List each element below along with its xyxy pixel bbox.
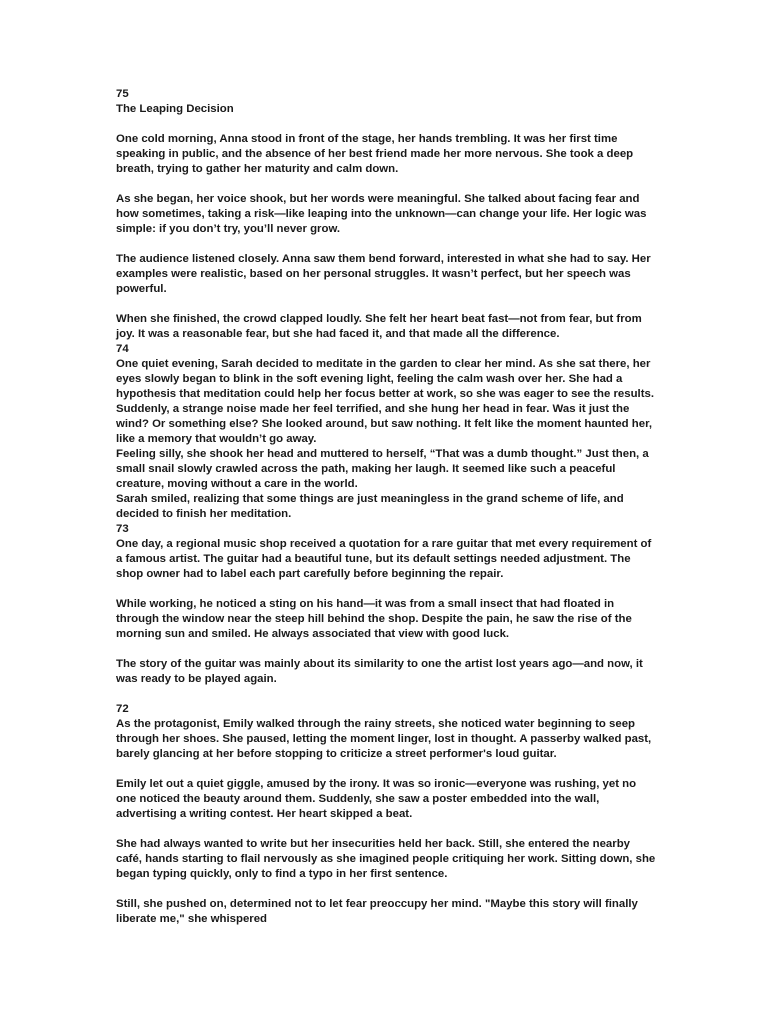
paragraph-line: Still, she pushed on, determined not to let fear preoccupy her mind. "Maybe this story will finally bbox=[116, 898, 638, 910]
paragraph-line: how sometimes, taking a risk—like leaping into the unknown—can change your life. Her logic was bbox=[116, 208, 647, 220]
paragraph-line: through her shoes. She paused, letting the moment linger, lost in thought. A passerby walked past, bbox=[116, 733, 652, 745]
paragraph-line: The story of the guitar was mainly about its similarity to one the artist lost years ago—and now, it bbox=[116, 658, 643, 670]
paragraph-line: morning sun and smiled. He always associated that view with good luck. bbox=[116, 628, 510, 640]
paragraph-line: creature, moving without a care in the world. bbox=[116, 478, 358, 490]
paragraph-line: through the window near the steep hill behind the shop. Despite the pain, he saw the rise of the bbox=[116, 613, 632, 625]
paragraph-line: one noticed the beauty around them. Suddenly, she saw a poster embedded into the wall, bbox=[116, 793, 600, 805]
paragraph-line: barely glancing at her before stopping to criticize a street performer's loud guitar. bbox=[116, 748, 557, 760]
paragraph-line: simple: if you don’t try, you’ll never grow. bbox=[116, 223, 341, 235]
story-title: The Leaping Decision bbox=[116, 103, 234, 115]
paragraph-line: She had always wanted to write but her insecurities held her back. Still, she entered the nearby bbox=[116, 838, 630, 850]
paragraph-line: a famous artist. The guitar had a beautiful tune, but its default settings needed adjustment. The bbox=[116, 553, 631, 565]
paragraph-line: powerful. bbox=[116, 283, 167, 295]
paragraph-line: speaking in public, and the absence of her best friend made her more nervous. She took a deep bbox=[116, 148, 634, 160]
paragraph-line: liberate me," she whispered bbox=[116, 913, 268, 925]
paragraph-line: While working, he noticed a sting on his hand—it was from a small insect that had floated in bbox=[116, 598, 615, 610]
paragraph-line: decided to finish her meditation. bbox=[116, 508, 292, 520]
paragraph-line: eyes slowly began to blink in the soft evening light, feeling the calm wash over her. She had a bbox=[116, 373, 623, 385]
paragraph-line: began typing quickly, only to find a typo in her first sentence. bbox=[116, 868, 448, 880]
paragraph-line: Sarah smiled, realizing that some things are just meaningless in the grand scheme of life, and bbox=[116, 493, 624, 505]
paragraph-line: joy. It was a reasonable fear, but she had faced it, and that made all the difference. bbox=[116, 328, 560, 340]
paragraph-line: As she began, her voice shook, but her words were meaningful. She talked about facing fear and bbox=[116, 193, 640, 205]
paragraph-line: hypothesis that meditation could help her focus better at work, so she was eager to see the results. bbox=[116, 388, 655, 400]
paragraph-line: When she finished, the crowd clapped loudly. She felt her heart beat fast—not from fear, but from bbox=[116, 313, 642, 325]
paragraph-line: One cold morning, Anna stood in front of the stage, her hands trembling. It was her first time bbox=[116, 133, 618, 145]
story-number: 72 bbox=[116, 703, 129, 715]
paragraph-line: examples were realistic, based on her personal struggles. It wasn’t perfect, but her speech was bbox=[116, 268, 631, 280]
paragraph-line: advertising a writing contest. Her heart skipped a beat. bbox=[116, 808, 413, 820]
paragraph-line: was ready to be played again. bbox=[116, 673, 277, 685]
story-number: 75 bbox=[116, 88, 129, 100]
paragraph-line: Emily let out a quiet giggle, amused by the irony. It was so ironic—everyone was rushing, yet no bbox=[116, 778, 637, 790]
story-number: 73 bbox=[116, 523, 129, 535]
paragraph-line: wind? Or something else? She looked around, but saw nothing. It felt like the moment haunted her, bbox=[116, 418, 653, 430]
story-number: 74 bbox=[116, 343, 129, 355]
paragraph-line: café, hands starting to flail nervously as she imagined people critiquing her work. Sitting down, she bbox=[116, 853, 656, 865]
paragraph-line: One quiet evening, Sarah decided to meditate in the garden to clear her mind. As she sat there, her bbox=[116, 358, 651, 370]
paragraph-line: Suddenly, a strange noise made her feel terrified, and she hung her head in fear. Was it just the bbox=[116, 403, 630, 415]
paragraph-line: One day, a regional music shop received a quotation for a rare guitar that met every requirement of bbox=[116, 538, 652, 550]
paragraph-line: like a memory that wouldn’t go away. bbox=[116, 433, 317, 445]
document-page bbox=[116, 87, 656, 927]
paragraph-line: breath, trying to gather her maturity and calm down. bbox=[116, 163, 399, 175]
paragraph-line: As the protagonist, Emily walked through the rainy streets, she noticed water beginning to seep bbox=[116, 718, 635, 730]
paragraph-line: small snail slowly crawled across the path, making her laugh. It seemed like such a peaceful bbox=[116, 463, 616, 475]
paragraph-line: Feeling silly, she shook her head and muttered to herself, “That was a dumb thought.” Just then, a bbox=[116, 448, 649, 460]
paragraph-line: The audience listened closely. Anna saw them bend forward, interested in what she had to say. Her bbox=[116, 253, 651, 265]
paragraph-line: shop owner had to label each part carefully before beginning the repair. bbox=[116, 568, 504, 580]
